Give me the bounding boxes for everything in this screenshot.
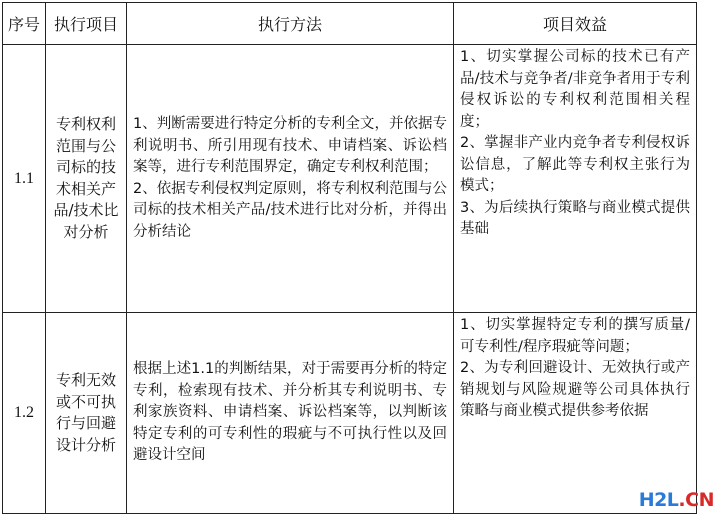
watermark-cn: .CN: [678, 489, 714, 511]
table-row: [3, 313, 697, 514]
row-method: [127, 313, 454, 514]
row-benefit: [454, 313, 697, 514]
benefit-paragraph: 2、掌握非产业内竞争者专利侵权诉讼信息，了解此等专利权主张行为模式；: [460, 135, 690, 194]
row-item: 专利无效或不可执行与回避设计分析: [46, 313, 127, 514]
benefit-paragraph: 1、切实掌握公司标的技术已有产品/技术与竞争者/非竞争者用于专利侵权诉讼的专利权利范围相关程度；: [460, 49, 690, 130]
header-benefit: 项目效益: [454, 3, 697, 45]
method-paragraph: 2、依据专利侵权判定原则，将专利权利范围与公司标的技术相关产品/技术进行比对分析，并得出分析结论: [133, 180, 447, 240]
patent-analysis-table: [2, 2, 697, 514]
row-seq: 1.2: [3, 313, 46, 514]
row-seq: 1.1: [3, 45, 46, 313]
watermark-logo: [639, 489, 714, 511]
table-row: [3, 45, 697, 313]
row-benefit: [454, 45, 697, 313]
watermark-h2l: H2L: [638, 489, 679, 511]
header-item: 执行项目: [46, 3, 127, 45]
header-method: 执行方法: [127, 3, 454, 45]
row-method: [127, 45, 454, 313]
benefit-paragraph: 3、为后续执行策略与商业模式提供基础: [460, 199, 690, 237]
method-paragraph: 根据上述1.1的判断结果，对于需要再分析的特定专利，检索现有技术、并分析其专利说明书、专利家族资料、申请档案、诉讼档案等，以判断该特定专利的可专利性的瑕疵与不可执行性以及回避设计空间: [133, 361, 447, 464]
benefit-paragraph: 1、切实掌握特定专利的撰写质量/可专利性/程序瑕疵等问题；: [460, 317, 690, 355]
method-paragraph: 1、判断需要进行特定分析的专利全文，并依据专利说明书、所引用现有技术、申请档案、诉讼档案等，进行专利范围界定，确定专利权利范围；: [133, 116, 447, 175]
header-seq: 序号: [3, 3, 46, 45]
row-item: 专利权利范围与公司标的技术相关产品/技术比对分析: [46, 45, 127, 313]
header-row: [3, 3, 697, 45]
benefit-paragraph: 2、为专利回避设计、无效执行或产销规划与风险规避等公司具体执行策略与商业模式提供参考依据: [460, 360, 690, 419]
